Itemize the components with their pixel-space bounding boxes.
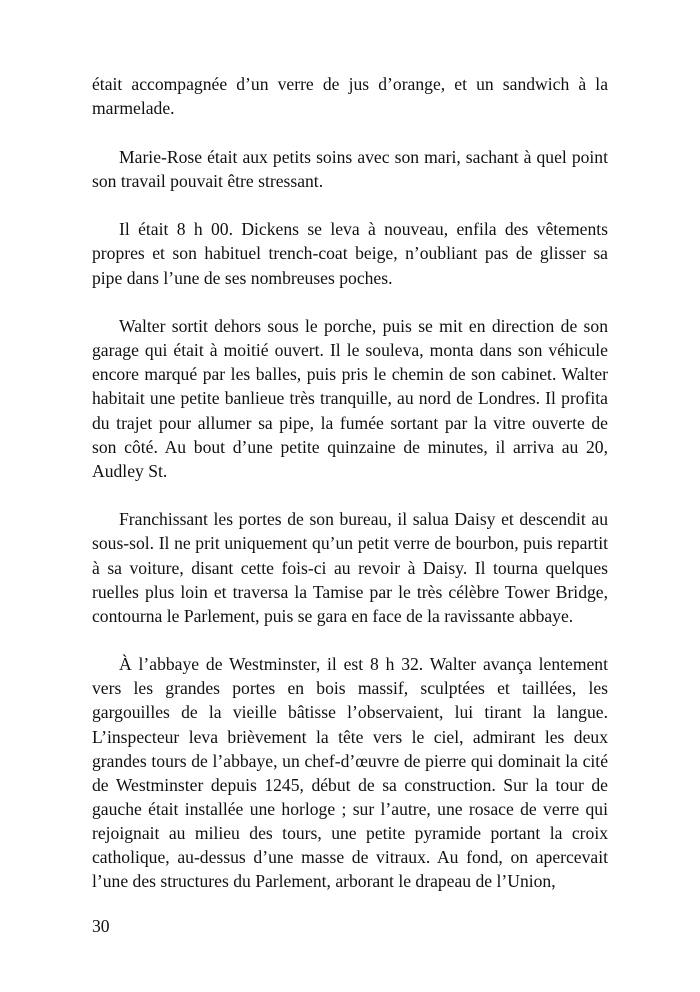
- paragraph-continuation: était accompagnée d’un verre de jus d’orange, et un sandwich à la marmelade.: [92, 74, 608, 119]
- paragraph-walter-garage: Walter sortit dehors sous le porche, puis se mit en direction de son garage qui était à moitié ouvert. Il le souleva, monta dans son véhicule encore marqué par les balles, puis pris le chemin de son cabinet. Walter habitait une petite banlieue très tranquille, au nord de Londres. Il profita du trajet pour allumer sa pipe, la fumée sortant par la vitre ouverte de son côté. Au bout d’une petite quinzaine de minutes, il arriva au 20, Audley St.: [92, 316, 608, 481]
- page-number: 30: [92, 916, 110, 936]
- paragraph-westminster: À l’abbaye de Westminster, il est 8 h 32. Walter avança lentement vers les grandes portes en bois massif, sculptées et taillées, les gargouilles de la vieille bâtisse l’observaient, lui tirant la langue. L’inspecteur leva brièvement la tête vers le ciel, admirant les deux grandes tours de l’abbaye, un chef-d’œuvre de pierre qui dominait la cité de Westminster depuis 1245, début de sa construction. Sur la tour de gauche était installée une horloge ; sur l’autre, une rosace de verre qui rejoignait au milieu des tours, une petite pyramide portant la croix catholique, au-dessus d’une masse de vitraux. Au fond, on apercevait l’une des structures du Parlement, arborant le drapeau de l’Union,: [92, 654, 608, 892]
- body-text: [92, 72, 608, 918]
- paragraph-8h00: Il était 8 h 00. Dickens se leva à nouveau, enfila des vêtements propres et son habituel trench-coat beige, n’oubliant pas de glisser sa pipe dans l’une de ses nombreuses poches.: [92, 219, 608, 288]
- paragraph-marie-rose: Marie-Rose était aux petits soins avec son mari, sachant à quel point son travail pouvait être stressant.: [92, 146, 608, 191]
- paragraph-bureau: Franchissant les portes de son bureau, il salua Daisy et descendit au sous-sol. Il ne prit uniquement qu’un petit verre de bourbon, puis repartit à sa voiture, disant cette fois-ci au revoir à Daisy. Il tourna quelques ruelles plus loin et traversa la Tamise par le très célèbre Tower Bridge, contourna le Parlement, puis se gara en face de la ravissante abbaye.: [92, 509, 608, 626]
